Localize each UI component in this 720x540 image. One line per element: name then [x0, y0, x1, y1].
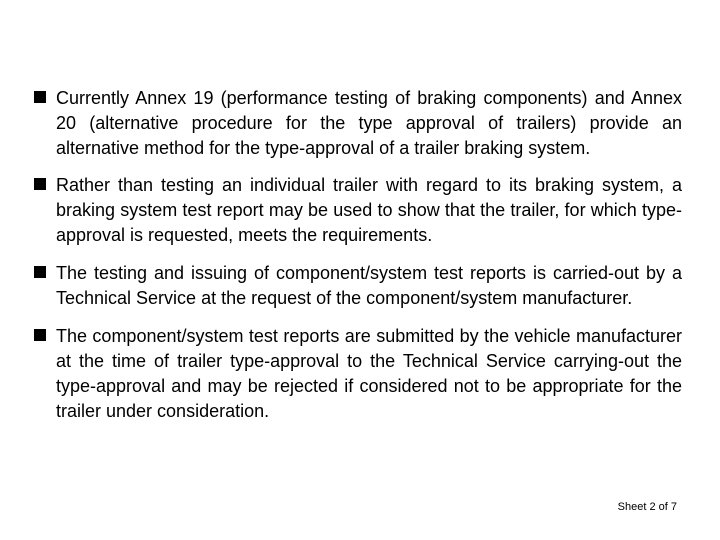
bullet-item [34, 86, 682, 161]
page-number-footer: Sheet 2 of 7 [617, 501, 677, 513]
bullet-list [34, 86, 682, 434]
square-bullet-icon [34, 329, 46, 341]
square-bullet-icon [34, 91, 46, 103]
bullet-text: The component/system test reports are submitted by the vehicle manufacturer at the time of trailer type-approval to the Technical Service carrying-out the type-approval and may be rejected if considered not to be appropriate for the trailer under consideration. [56, 326, 682, 421]
bullet-text: The testing and issuing of component/system test reports is carried-out by a Technical Service at the request of the component/system manufacturer. [56, 263, 682, 308]
bullet-text: Currently Annex 19 (performance testing of braking components) and Annex 20 (alternative procedure for the type approval of trailers) provide an alternative method for the type-approval of a trailer braking system. [56, 88, 682, 158]
square-bullet-icon [34, 178, 46, 190]
square-bullet-icon [34, 266, 46, 278]
bullet-text: Rather than testing an individual trailer with regard to its braking system, a braking system test report may be used to show that the trailer, for which type-approval is requested, meets the requirements. [56, 175, 682, 245]
bullet-item [34, 324, 682, 424]
bullet-item [34, 261, 682, 311]
bullet-item [34, 173, 682, 248]
